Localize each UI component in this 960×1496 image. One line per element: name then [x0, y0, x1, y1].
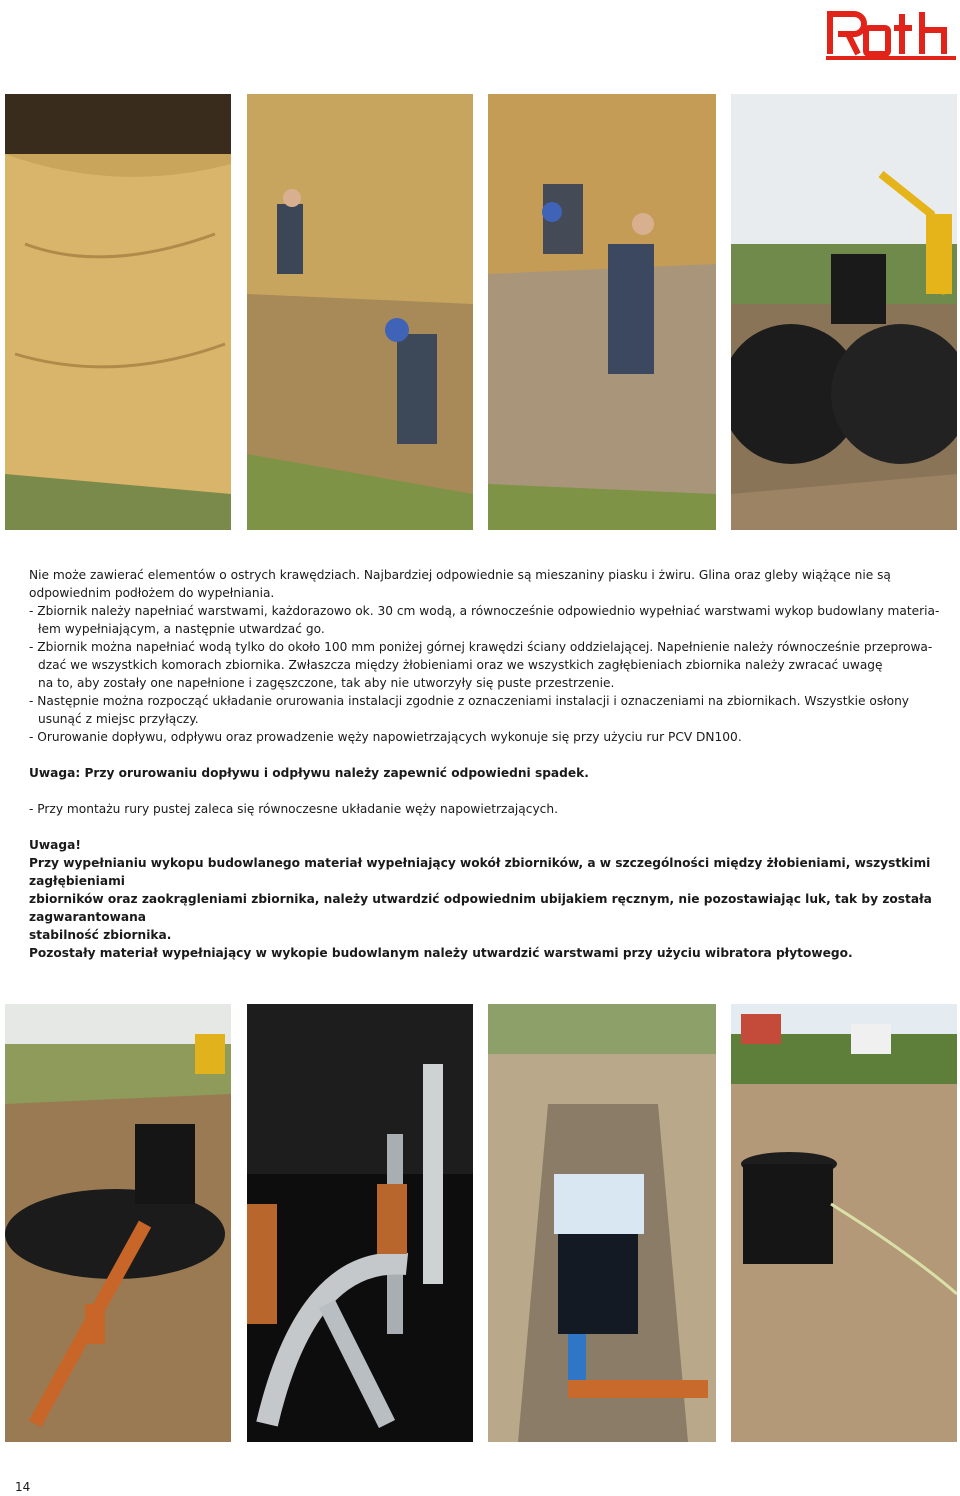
photo-excavation-pit	[5, 94, 231, 530]
instruction-text	[29, 566, 949, 962]
paragraph-water-level-cont: dzać we wszystkich komorach zbiornika. Zwłaszcza między żłobieniami oraz we wszystkich zagłębieniach zbiornika należy zwracać uwagę	[38, 658, 883, 672]
photo-finished-tank-cover	[731, 1004, 957, 1442]
paragraph-piping: - Następnie można rozpocząć układanie orurowania instalacji zgodnie z oznaczeniami instalacji i oznaczeniami na zbiornikach. Wszystkie osłony	[29, 694, 910, 708]
paragraph-layer-fill: - Zbiornik należy napełniać warstwami, każdorazowo ok. 30 cm wodą, a równocześnie odpowiednio wypełniać warstwami wykop budowlany materia-	[29, 604, 940, 618]
warning-title: Uwaga!	[29, 838, 81, 852]
photo-lowering-tanks	[731, 94, 957, 530]
page-number: 14	[15, 1480, 31, 1494]
warning-slope: Uwaga: Przy orurowaniu dopływu i odpływu należy zapewnić odpowiedni spadek.	[29, 766, 589, 780]
paragraph-water-level: - Zbiornik można napełniać wodą tylko do około 100 mm poniżej górnej krawędzi ściany oddzielającej. Napełnienie należy równocześnie przeprowa-	[29, 640, 933, 654]
photo-workers-in-pit	[247, 94, 473, 530]
warning-compaction-l2: zbiorników oraz zaokrągleniami zbiornika, należy utwardzić odpowiednim ubijakiem ręcznym, nie pozostawiając luk, tak by została zagwarantowana	[29, 892, 932, 924]
warning-compaction-l4: Pozostały materiał wypełniający w wykopie budowlanym należy utwardzić warstwami przy użyciu wibratora płytowego.	[29, 946, 853, 960]
paragraph-pvc-pipes: - Orurowanie dopływu, odpływu oraz prowadzenie węży napowietrzających wykonuje się przy użyciu rur PCV DN100.	[29, 730, 742, 744]
roth-logo	[826, 6, 956, 60]
paragraph-fill-material-cont: odpowiednim podłożem do wypełniania.	[29, 586, 275, 600]
warning-compaction-l3: stabilność zbiornika.	[29, 928, 172, 942]
photo-infiltration-trench	[488, 1004, 716, 1442]
paragraph-layer-fill-cont: łem wypełniającym, a następnie utwardzać go.	[38, 622, 325, 636]
paragraph-piping-cont: usunąć z miejsc przyłączy.	[38, 712, 199, 726]
photo-levelling-pit-floor	[488, 94, 716, 530]
photo-installed-tank-with-pipe	[5, 1004, 231, 1442]
paragraph-fill-material: Nie może zawierać elementów o ostrych krawędziach. Najbardziej odpowiednie są mieszaniny piasku i żwiru. Glina oraz gleby wiążące nie są	[29, 568, 891, 582]
photo-tank-interior-pipes	[247, 1004, 473, 1442]
paragraph-water-level-cont2: na to, aby zostały one napełnione i zagęszczone, tak aby nie utworzyły się puste przestrzenie.	[38, 676, 615, 690]
paragraph-aeration-hoses: - Przy montażu rury pustej zaleca się równoczesne układanie węży napowietrzających.	[29, 802, 558, 816]
warning-compaction-l1: Przy wypełnianiu wykopu budowlanego materiał wypełniający wokół zbiorników, a w szczególności między żłobieniami, wszystkimi zagłębieniami	[29, 856, 931, 888]
